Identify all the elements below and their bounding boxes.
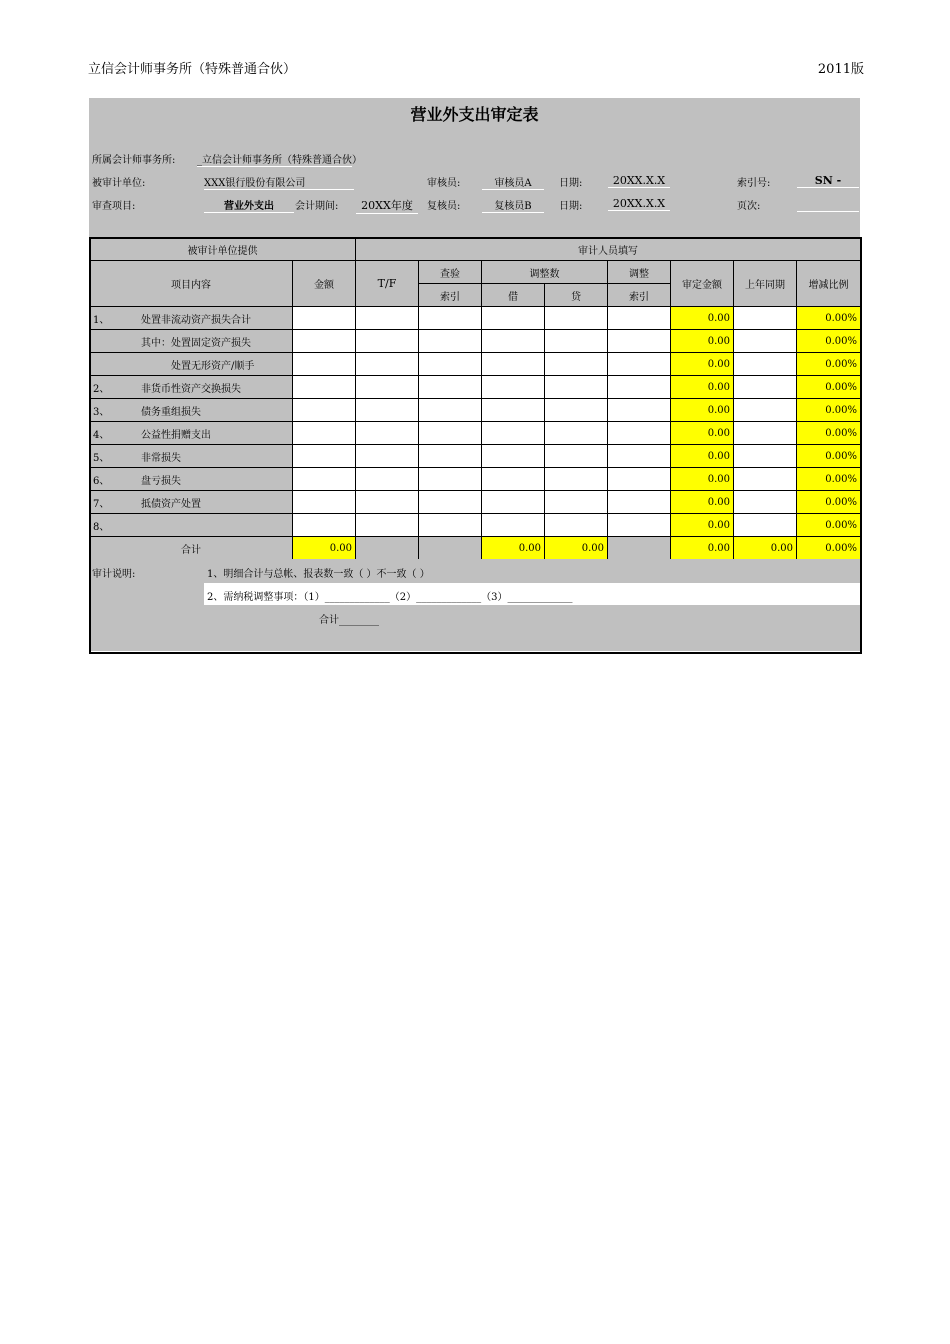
table-row	[90, 491, 861, 514]
total-credit: 0.00	[545, 537, 608, 560]
col-adjidx-2: 索引	[608, 284, 671, 307]
col-credit: 贷	[545, 284, 608, 307]
amount-cell[interactable]	[293, 514, 356, 537]
adjidx-cell[interactable]	[608, 376, 671, 399]
adjidx-cell[interactable]	[608, 514, 671, 537]
row-num: 1、	[93, 314, 110, 326]
ratio-cell[interactable]: 0.00%	[797, 376, 861, 399]
row-label	[90, 514, 293, 537]
version-label: 2011版	[817, 62, 864, 77]
prior-cell[interactable]	[734, 376, 797, 399]
check-cell[interactable]	[419, 491, 482, 514]
row-num: 3、	[93, 406, 110, 418]
entity-label: 被审计单位:	[92, 178, 146, 189]
firm-name: 立信会计师事务所（特殊普通合伙）	[88, 62, 297, 77]
worksheet-header	[89, 98, 860, 237]
row-label	[90, 468, 293, 491]
ratio-cell[interactable]: 0.00%	[797, 353, 861, 376]
credit-cell[interactable]	[545, 353, 608, 376]
ratio-cell[interactable]: 0.00%	[797, 468, 861, 491]
index-label: 索引号:	[737, 178, 771, 189]
approved-cell[interactable]: 0.00	[671, 353, 734, 376]
check-cell[interactable]	[419, 376, 482, 399]
credit-cell[interactable]	[545, 330, 608, 353]
date-value[interactable]: 20XX.X.X	[608, 174, 670, 188]
total-label: 合计	[90, 537, 293, 560]
prior-cell[interactable]	[734, 468, 797, 491]
row-text: 处置非流动资产损失合计	[141, 314, 251, 326]
prior-cell[interactable]	[734, 514, 797, 537]
total-adjidx	[608, 537, 671, 560]
row-label	[90, 399, 293, 422]
prior-cell[interactable]	[734, 445, 797, 468]
item-label: 审查项目:	[92, 201, 136, 212]
approved-cell[interactable]: 0.00	[671, 445, 734, 468]
approved-cell[interactable]: 0.00	[671, 468, 734, 491]
check-cell[interactable]	[419, 330, 482, 353]
debit-cell[interactable]	[482, 445, 545, 468]
amount-cell[interactable]	[293, 491, 356, 514]
row-label	[90, 491, 293, 514]
date2-value[interactable]: 20XX.X.X	[608, 197, 670, 211]
amount-cell[interactable]	[293, 376, 356, 399]
notes-line-3: 合计________	[319, 615, 379, 626]
group-auditee: 被审计单位提供	[90, 238, 356, 261]
total-approved: 0.00	[671, 537, 734, 560]
adjidx-cell[interactable]	[608, 330, 671, 353]
ratio-cell[interactable]: 0.00%	[797, 445, 861, 468]
amount-cell[interactable]	[293, 399, 356, 422]
total-row	[90, 537, 861, 560]
col-ratio: 增减比例	[797, 261, 861, 307]
table-row	[90, 445, 861, 468]
debit-cell[interactable]	[482, 353, 545, 376]
row-text: 非货币性资产交换损失	[141, 383, 241, 395]
audit-table	[89, 237, 861, 560]
row-text: 抵债资产处置	[141, 498, 201, 510]
ratio-cell[interactable]: 0.00%	[797, 514, 861, 537]
row-num: 8、	[93, 521, 110, 533]
col-item: 项目内容	[90, 261, 293, 307]
table-row	[90, 376, 861, 399]
ratio-cell[interactable]: 0.00%	[797, 491, 861, 514]
col-approved: 审定金额	[671, 261, 734, 307]
amount-cell[interactable]	[293, 353, 356, 376]
col-check-1: 查验	[419, 261, 482, 284]
rereviewer-value[interactable]: 复核员B	[482, 197, 544, 213]
debit-cell[interactable]	[482, 468, 545, 491]
row-num: 4、	[93, 429, 110, 441]
adjidx-cell[interactable]	[608, 307, 671, 330]
adjidx-cell[interactable]	[608, 491, 671, 514]
ratio-cell[interactable]: 0.00%	[797, 307, 861, 330]
prior-cell[interactable]	[734, 353, 797, 376]
col-adjidx-1: 调整	[608, 261, 671, 284]
approved-cell[interactable]: 0.00	[671, 307, 734, 330]
adjidx-cell[interactable]	[608, 422, 671, 445]
check-cell[interactable]	[419, 468, 482, 491]
credit-cell[interactable]	[545, 514, 608, 537]
col-tf: T/F	[356, 261, 419, 307]
firm-label: 所属会计师事务所:	[92, 155, 176, 166]
col-adjust: 调整数	[482, 261, 608, 284]
row-text: 其中：处置固定资产损失	[141, 337, 251, 349]
tf-cell[interactable]	[356, 491, 419, 514]
table-row	[90, 514, 861, 537]
notes-line-2: 2、需纳税调整事项：（1）_____________（2）_____________（3）_____________	[207, 592, 573, 603]
col-debit: 借	[482, 284, 545, 307]
row-text: 债务重组损失	[141, 406, 201, 418]
page-value[interactable]	[797, 197, 859, 212]
tf-cell[interactable]	[356, 376, 419, 399]
tf-cell[interactable]	[356, 445, 419, 468]
sheet-title: 营业外支出审定表	[410, 105, 539, 124]
total-debit: 0.00	[482, 537, 545, 560]
debit-cell[interactable]	[482, 514, 545, 537]
index-value[interactable]: SN -	[797, 174, 859, 188]
check-cell[interactable]	[419, 353, 482, 376]
credit-cell[interactable]	[545, 468, 608, 491]
amount-cell[interactable]	[293, 445, 356, 468]
table-row	[90, 399, 861, 422]
row-label	[90, 422, 293, 445]
row-num: 2、	[93, 383, 110, 395]
total-amount: 0.00	[293, 537, 356, 560]
amount-cell[interactable]	[293, 422, 356, 445]
check-cell[interactable]	[419, 514, 482, 537]
row-text: 处置无形资产/顺手	[171, 360, 255, 372]
amount-cell[interactable]	[293, 468, 356, 491]
amount-cell[interactable]	[293, 330, 356, 353]
credit-cell[interactable]	[545, 399, 608, 422]
ratio-cell[interactable]: 0.00%	[797, 399, 861, 422]
credit-cell[interactable]	[545, 376, 608, 399]
adjidx-cell[interactable]	[608, 399, 671, 422]
row-label	[90, 376, 293, 399]
total-tf	[356, 537, 419, 560]
check-cell[interactable]	[419, 422, 482, 445]
reviewer-label: 审核员:	[427, 178, 461, 189]
prior-cell[interactable]	[734, 399, 797, 422]
item-value[interactable]: 营业外支出	[204, 197, 294, 213]
row-num: 6、	[93, 475, 110, 487]
tf-cell[interactable]	[356, 514, 419, 537]
check-cell[interactable]	[419, 399, 482, 422]
tf-cell[interactable]	[356, 330, 419, 353]
credit-cell[interactable]	[545, 422, 608, 445]
row-num: 7、	[93, 498, 110, 510]
table-row	[90, 353, 861, 376]
rereviewer-label: 复核员:	[427, 201, 461, 212]
row-text: 盘亏损失	[141, 475, 181, 487]
adjidx-cell[interactable]	[608, 468, 671, 491]
total-check	[419, 537, 482, 560]
adjidx-cell[interactable]	[608, 445, 671, 468]
adjidx-cell[interactable]	[608, 353, 671, 376]
credit-cell[interactable]	[545, 445, 608, 468]
debit-cell[interactable]	[482, 422, 545, 445]
row-label	[90, 330, 293, 353]
debit-cell[interactable]	[482, 399, 545, 422]
debit-cell[interactable]	[482, 330, 545, 353]
total-ratio: 0.00%	[797, 537, 861, 560]
prior-cell[interactable]	[734, 491, 797, 514]
credit-cell[interactable]	[545, 307, 608, 330]
debit-cell[interactable]	[482, 307, 545, 330]
table-row	[90, 422, 861, 445]
ratio-cell[interactable]: 0.00%	[797, 330, 861, 353]
notes-label: 审计说明:	[92, 569, 136, 580]
amount-cell[interactable]	[293, 307, 356, 330]
tf-cell[interactable]	[356, 468, 419, 491]
prior-cell[interactable]	[734, 422, 797, 445]
period-label: 会计期间:	[295, 201, 339, 212]
approved-cell[interactable]: 0.00	[671, 399, 734, 422]
date2-label: 日期:	[559, 201, 583, 212]
tf-cell[interactable]	[356, 399, 419, 422]
firm-value[interactable]: _立信会计师事务所（特殊普通合伙）	[197, 151, 352, 167]
row-label	[90, 307, 293, 330]
row-text: 公益性捐赠支出	[141, 429, 211, 441]
period-value[interactable]: 20XX年度	[356, 197, 418, 214]
total-prior: 0.00	[734, 537, 797, 560]
date-label: 日期:	[559, 178, 583, 189]
tf-cell[interactable]	[356, 307, 419, 330]
entity-value[interactable]: XXX银行股份有限公司	[204, 174, 354, 190]
ratio-cell[interactable]: 0.00%	[797, 422, 861, 445]
prior-cell[interactable]	[734, 307, 797, 330]
reviewer-value[interactable]: 审核员A	[482, 174, 544, 190]
col-check-2: 索引	[419, 284, 482, 307]
row-num: 5、	[93, 452, 110, 464]
col-prior: 上年同期	[734, 261, 797, 307]
approved-cell[interactable]: 0.00	[671, 376, 734, 399]
notes-line-1: 1、明细合计与总帐、报表数一致（ ）不一致（ ）	[207, 569, 430, 580]
col-amount: 金额	[293, 261, 356, 307]
group-auditor: 审计人员填写	[356, 238, 861, 261]
check-cell[interactable]	[419, 445, 482, 468]
check-cell[interactable]	[419, 307, 482, 330]
approved-cell[interactable]: 0.00	[671, 514, 734, 537]
tf-cell[interactable]	[356, 353, 419, 376]
credit-cell[interactable]	[545, 491, 608, 514]
row-text: 非常损失	[141, 452, 181, 464]
tf-cell[interactable]	[356, 422, 419, 445]
row-label	[90, 353, 293, 376]
table-row	[90, 330, 861, 353]
debit-cell[interactable]	[482, 376, 545, 399]
page-label: 页次:	[737, 201, 761, 212]
approved-cell[interactable]: 0.00	[671, 330, 734, 353]
row-label	[90, 445, 293, 468]
debit-cell[interactable]	[482, 491, 545, 514]
approved-cell[interactable]: 0.00	[671, 422, 734, 445]
prior-cell[interactable]	[734, 330, 797, 353]
table-row	[90, 307, 861, 330]
audit-notes	[89, 559, 860, 651]
approved-cell[interactable]: 0.00	[671, 491, 734, 514]
table-row	[90, 468, 861, 491]
page-header	[88, 58, 864, 77]
